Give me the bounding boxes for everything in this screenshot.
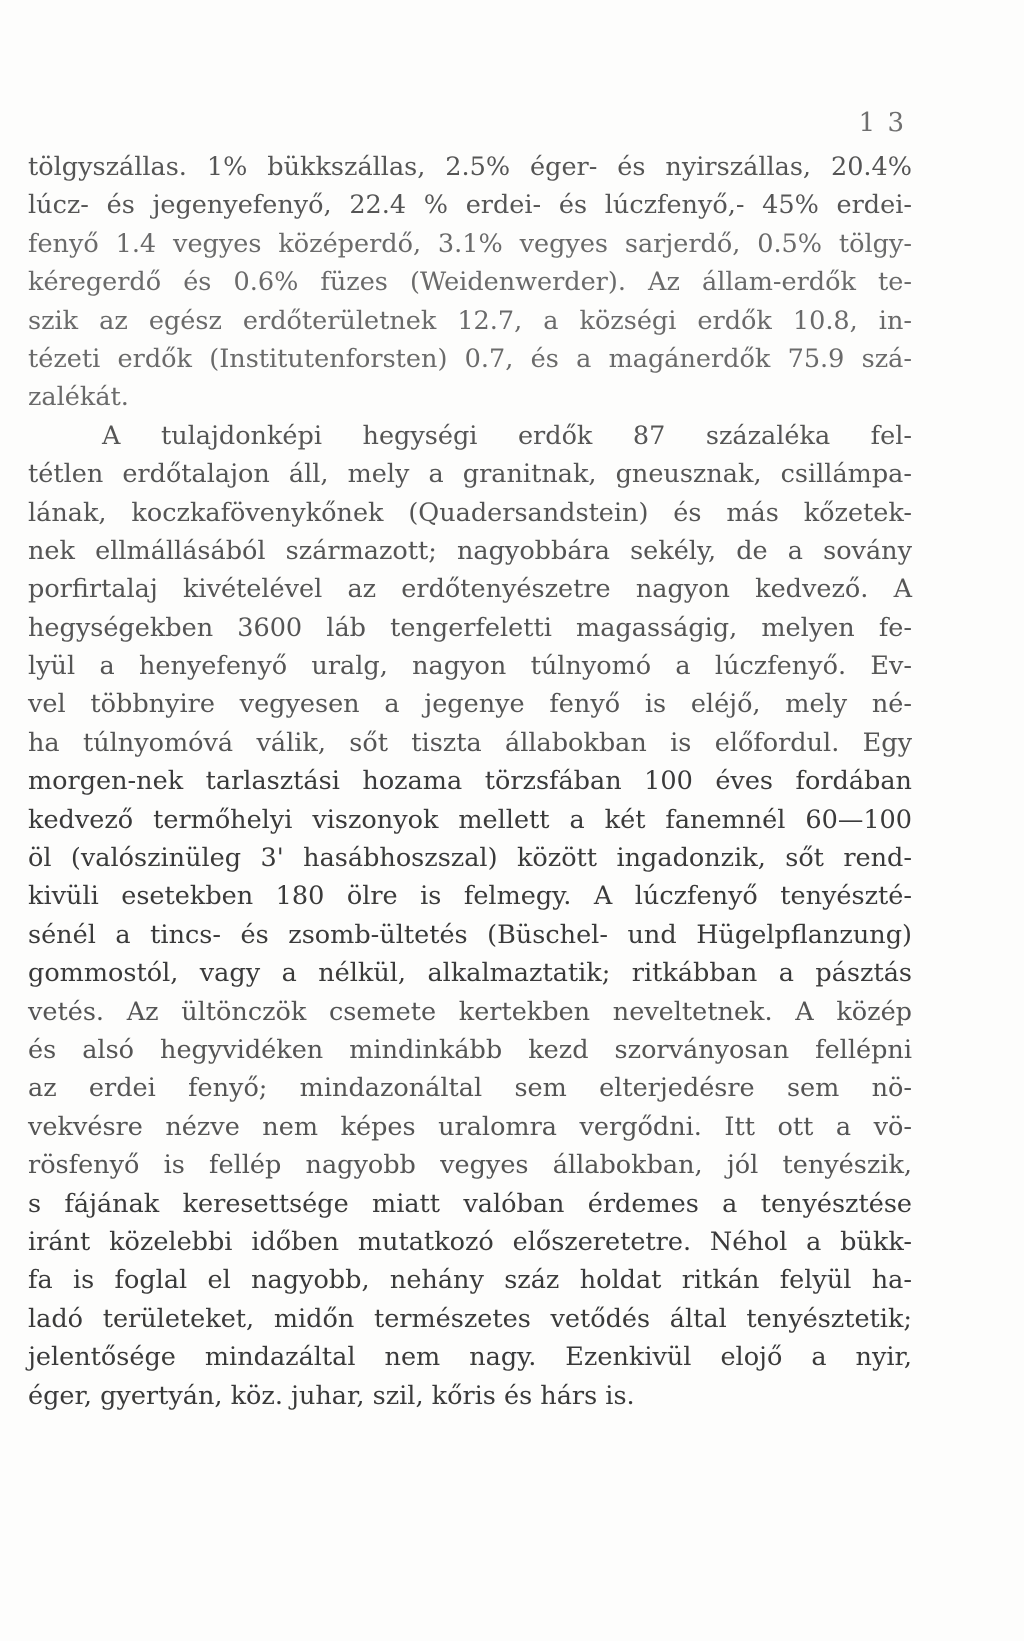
text-line: tézeti erdők (Institutenforsten) 0.7, és a magánerdők 75.9 szá- — [28, 343, 912, 374]
text-line: hegységekben 3600 láb tengerfeletti magasságig, melyen fe- — [28, 612, 912, 643]
text-line: ladó területeket, midőn természetes vetődés által tenyésztetik; — [28, 1303, 912, 1334]
page-number: 1 3 — [858, 108, 906, 138]
text-line: s fájának keresettsége miatt valóban érdemes a tenyésztése — [28, 1188, 912, 1219]
text-line: sénél a tincs- és zsomb-ültetés (Büschel- und Hügelpflanzung) — [28, 919, 912, 950]
text-line: jelentősége mindazáltal nem nagy. Ezenkivül elojő a nyir, — [28, 1342, 912, 1373]
text-line: fenyő 1.4 vegyes középerdő, 3.1% vegyes sarjerdő, 0.5% tölgy- — [28, 228, 912, 259]
text-line: porfirtalaj kivételével az erdőtenyészetre nagyon kedvező. A — [28, 574, 912, 605]
text-line: fa is foglal el nagyobb, nehány száz holdat ritkán felyül ha- — [28, 1265, 912, 1296]
text-line: nek ellmállásából származott; nagyobbára sekély, de a sovány — [28, 535, 912, 566]
paragraph-start-line: A tulajdonképi hegységi erdők 87 százaléka fel- — [102, 420, 912, 451]
text-line: vekvésre nézve nem képes uralomra vergődni. Itt ott a vö- — [28, 1111, 912, 1142]
text-line: ha túlnyomóvá válik, sőt tiszta állabokban is előfordul. Egy — [28, 727, 912, 758]
text-line: tétlen erdőtalajon áll, mely a granitnak, gneusznak, csillámpa- — [28, 459, 912, 490]
text-line: kivüli esetekben 180 ölre is felmegy. A lúczfenyő tenyészté- — [28, 881, 912, 912]
text-line: zalékát. — [28, 382, 129, 413]
body-text — [28, 148, 912, 1415]
text-line: szik az egész erdőterületnek 12.7, a községi erdők 10.8, in- — [28, 305, 912, 336]
text-line: kéregerdő és 0.6% füzes (Weidenwerder). Az állam-erdők te- — [28, 267, 912, 298]
text-line: morgen-nek tarlasztási hozama törzsfában 100 éves fordában — [28, 766, 912, 797]
text-line: vel többnyire vegyesen a jegenye fenyő is eléjő, mely né- — [28, 689, 912, 720]
text-line: kedvező termőhelyi viszonyok mellett a két fanemnél 60—100 — [28, 804, 912, 835]
text-line: öl (valószinüleg 3' hasábhoszszal) között ingadonzik, sőt rend- — [28, 843, 912, 874]
text-line: az erdei fenyő; mindazonáltal sem elterjedésre sem nö- — [28, 1073, 912, 1104]
text-line: lúcz- és jegenyefenyő, 22.4 % erdei- és lúczfenyő,- 45% erdei- — [28, 190, 912, 221]
text-line: vetés. Az ültönczök csemete kertekben neveltetnek. A közép — [28, 996, 912, 1027]
text-line: és alsó hegyvidéken mindinkább kezd szorványosan fellépni — [28, 1034, 912, 1065]
text-line: tölgyszállas. 1% bükkszállas, 2.5% éger- és nyirszállas, 20.4% — [28, 152, 912, 182]
text-line: gommostól, vagy a nélkül, alkalmaztatik; ritkábban a pásztás — [28, 958, 912, 989]
text-line: lának, koczkafövenykőnek (Quadersandstein) és más kőzetek- — [28, 497, 912, 528]
text-line: iránt közelebbi időben mutatkozó előszeretetre. Néhol a bükk- — [28, 1226, 912, 1257]
text-line: lyül a henyefenyő uralg, nagyon túlnyomó a lúczfenyő. Ev- — [28, 651, 912, 682]
text-line: rösfenyő is fellép nagyobb vegyes állabokban, jól tenyészik, — [28, 1150, 912, 1181]
text-line: éger, gyertyán, köz. juhar, szil, kőris és hárs is. — [28, 1380, 635, 1411]
